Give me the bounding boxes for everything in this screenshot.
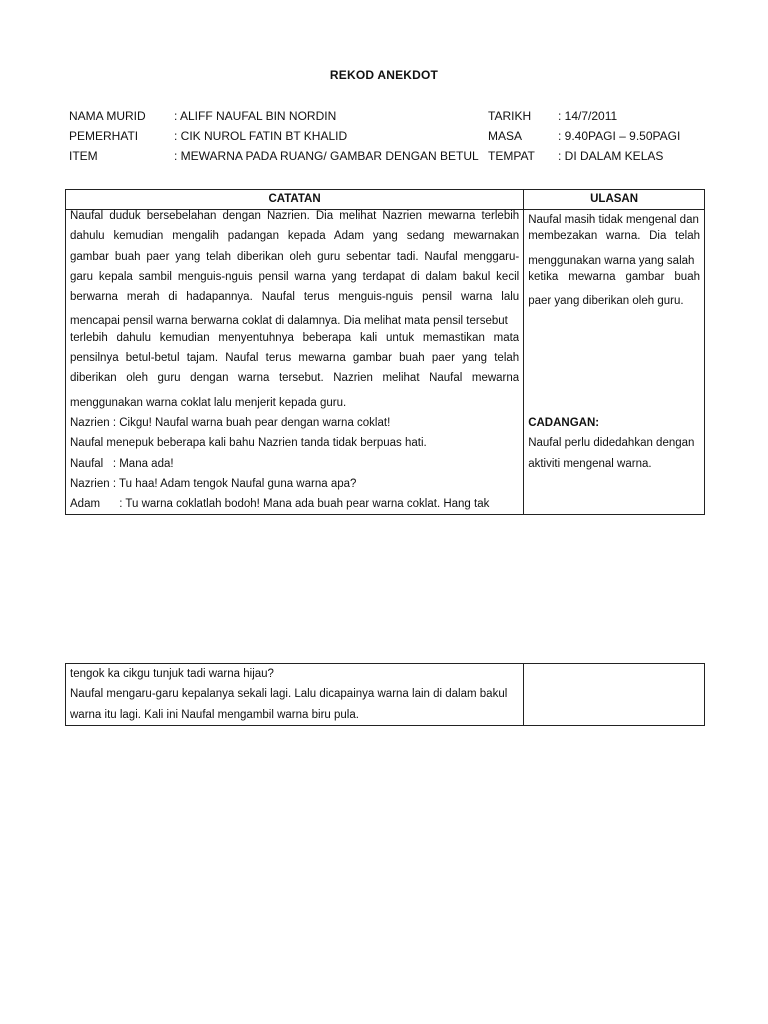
catatan-line: terlebih dahulu kemudian menyentuhnya beberapa kali untuk memastikan mata — [70, 331, 520, 344]
catatan-line: garu kepala sambil menguis-nguis pensil warna yang terdapat di dalam bakul kecil — [70, 270, 520, 283]
cadangan-line: aktiviti mengenal warna. — [528, 457, 652, 470]
value-date: : 14/7/2011 — [558, 109, 618, 123]
page-title: REKOD ANEKDOT — [329, 68, 439, 82]
catatan-line: Naufal duduk bersebelahan dengan Nazrien. Dia melihat Nazrien mewarna terlebih — [70, 210, 520, 222]
catatan-line: mencapai pensil warna berwarna coklat di dalamnya. Dia melihat mata pensil tersebut — [70, 315, 508, 328]
catatan-line: pensilnya betul-betul tajam. Naufal terus mewarna gambar buah paer yang telah — [70, 352, 520, 365]
ulasan-line: ketika mewarna gambar buah — [528, 270, 700, 283]
value-item: : MEWARNA PADA RUANG/ GAMBAR DENGAN BETUL — [174, 149, 479, 163]
catatan-line: diberikan oleh guru dengan warna tersebut. Nazrien melihat Naufal mewarna — [70, 372, 520, 385]
label-date: TARIKH — [488, 109, 532, 123]
catatan-line: dahulu kemudian mengalih padangan kepada Adam yang sedang mewarnakan — [70, 230, 520, 243]
value-student-name: : ALIFF NAUFAL BIN NORDIN — [174, 109, 337, 123]
table-body-row — [66, 210, 705, 515]
label-item: ITEM — [69, 149, 98, 163]
label-student-name: NAMA MURID — [69, 109, 146, 123]
catatan-line: warna itu lagi. Kali ini Naufal mengambil warna biru pula. — [70, 708, 359, 721]
anecdote-table — [65, 189, 705, 515]
catatan-line: gambar buah paer yang telah diberikan oleh guru sebentar tadi. Naufal menggaru- — [70, 250, 520, 263]
ulasan-line: membezakan warna. Dia telah — [528, 230, 700, 243]
catatan-line: Nazrien : Tu haa! Adam tengok Naufal guna warna apa? — [70, 477, 357, 490]
table-header-row — [66, 190, 705, 210]
table-body-row — [66, 664, 705, 726]
ulasan-cell-continued — [524, 664, 705, 726]
cadangan-label: CADANGAN: — [528, 416, 600, 429]
value-place: : DI DALAM KELAS — [558, 149, 664, 163]
ulasan-cell — [524, 210, 705, 515]
cadangan-line: Naufal perlu didedahkan dengan — [528, 437, 695, 450]
catatan-cell — [66, 210, 524, 515]
catatan-line: Naufal menepuk beberapa kali bahu Nazrien tanda tidak berpuas hati. — [70, 437, 427, 450]
catatan-line: berwarna merah di hadapannya. Naufal terus menguis-nguis pensil warna lalu — [70, 291, 520, 304]
header-ulasan: ULASAN — [524, 190, 705, 210]
catatan-line: Adam : Tu warna coklatlah bodoh! Mana ada buah pear warna coklat. Hang tak — [70, 498, 490, 511]
label-place: TEMPAT — [488, 149, 535, 163]
label-time: MASA — [488, 129, 523, 143]
ulasan-line: Naufal masih tidak mengenal dan — [528, 214, 699, 226]
catatan-line: menggunakan warna coklat lalu menjerit kepada guru. — [70, 396, 347, 409]
catatan-line: Nazrien : Cikgu! Naufal warna buah pear dengan warna coklat! — [70, 416, 391, 429]
catatan-cell-continued — [66, 664, 524, 726]
label-observer: PEMERHATI — [69, 129, 139, 143]
value-time: : 9.40PAGI – 9.50PAGI — [558, 129, 681, 143]
ulasan-line: paer yang diberikan oleh guru. — [528, 295, 684, 308]
catatan-line: Naufal : Mana ada! — [70, 457, 174, 470]
header-catatan: CATATAN — [66, 190, 524, 210]
catatan-line: tengok ka cikgu tunjuk tadi warna hijau? — [70, 668, 274, 680]
ulasan-line: menggunakan warna yang salah — [528, 254, 695, 267]
value-observer: : CIK NUROL FATIN BT KHALID — [174, 129, 348, 143]
catatan-line: Naufal mengaru-garu kepalanya sekali lagi. Lalu dicapainya warna lain di dalam bakul — [70, 688, 508, 701]
anecdote-table-continued — [65, 663, 705, 726]
